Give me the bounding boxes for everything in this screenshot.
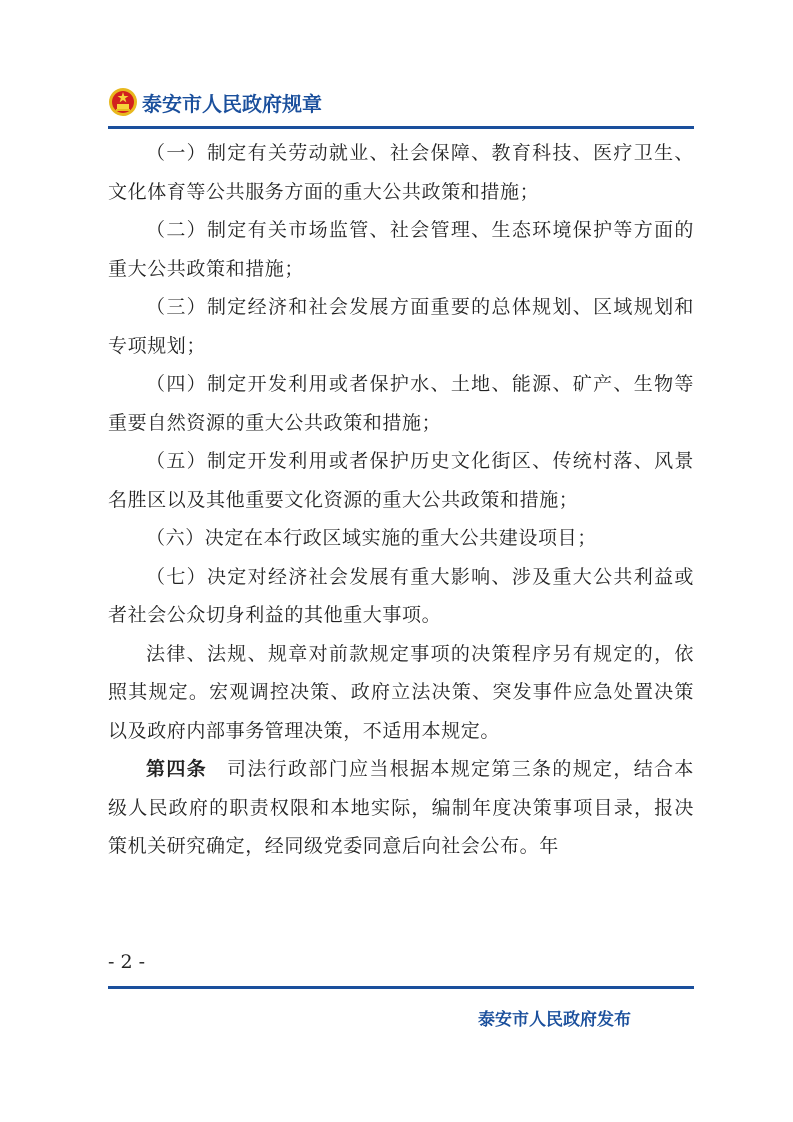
article-text: 司法行政部门应当根据本规定第三条的规定，结合本级人民政府的职责权限和本地实际，编制年度决策事项目录，报决策机关研究确定，经同级党委同意后向社会公布。年 — [108, 758, 694, 857]
article-number: 第四条 — [146, 758, 208, 780]
clause-paragraph: （六）决定在本行政区域实施的重大公共建设项目； — [146, 527, 597, 549]
document-header — [108, 84, 322, 120]
page-number: - 2 - — [108, 951, 146, 973]
clause-paragraph: （四）制定开发利用或者保护水、土地、能源、矿产、生物等重要自然资源的重大公共政策和措施； — [108, 373, 694, 434]
clause-paragraph: （三）制定经济和社会发展方面重要的总体规划、区域规划和专项规划； — [108, 296, 694, 357]
footer-publisher: 泰安市人民政府发布 — [478, 1010, 631, 1030]
article-paragraph — [108, 750, 694, 866]
document-body — [108, 134, 694, 866]
clause-paragraph: （一）制定有关劳动就业、社会保障、教育科技、医疗卫生、文化体育等公共服务方面的重大公共政策和措施； — [108, 142, 694, 203]
clause-paragraph: （五）制定开发利用或者保护历史文化街区、传统村落、风景名胜区以及其他重要文化资源的重大公共政策和措施； — [108, 450, 694, 511]
clause-paragraph: （二）制定有关市场监管、社会管理、生态环境保护等方面的重大公共政策和措施； — [108, 219, 694, 280]
header-divider — [108, 126, 694, 129]
clause-paragraph: （七）决定对经济社会发展有重大影响、涉及重大公共利益或者社会公众切身利益的其他重大事项。 — [108, 565, 694, 626]
header-title: 泰安市人民政府规章 — [142, 91, 322, 116]
footer-divider — [108, 986, 694, 989]
body-paragraph: 法律、法规、规章对前款规定事项的决策程序另有规定的，依照其规定。宏观调控决策、政府立法决策、突发事件应急处置决策以及政府内部事务管理决策，不适用本规定。 — [108, 642, 694, 742]
national-emblem-icon — [108, 87, 138, 117]
